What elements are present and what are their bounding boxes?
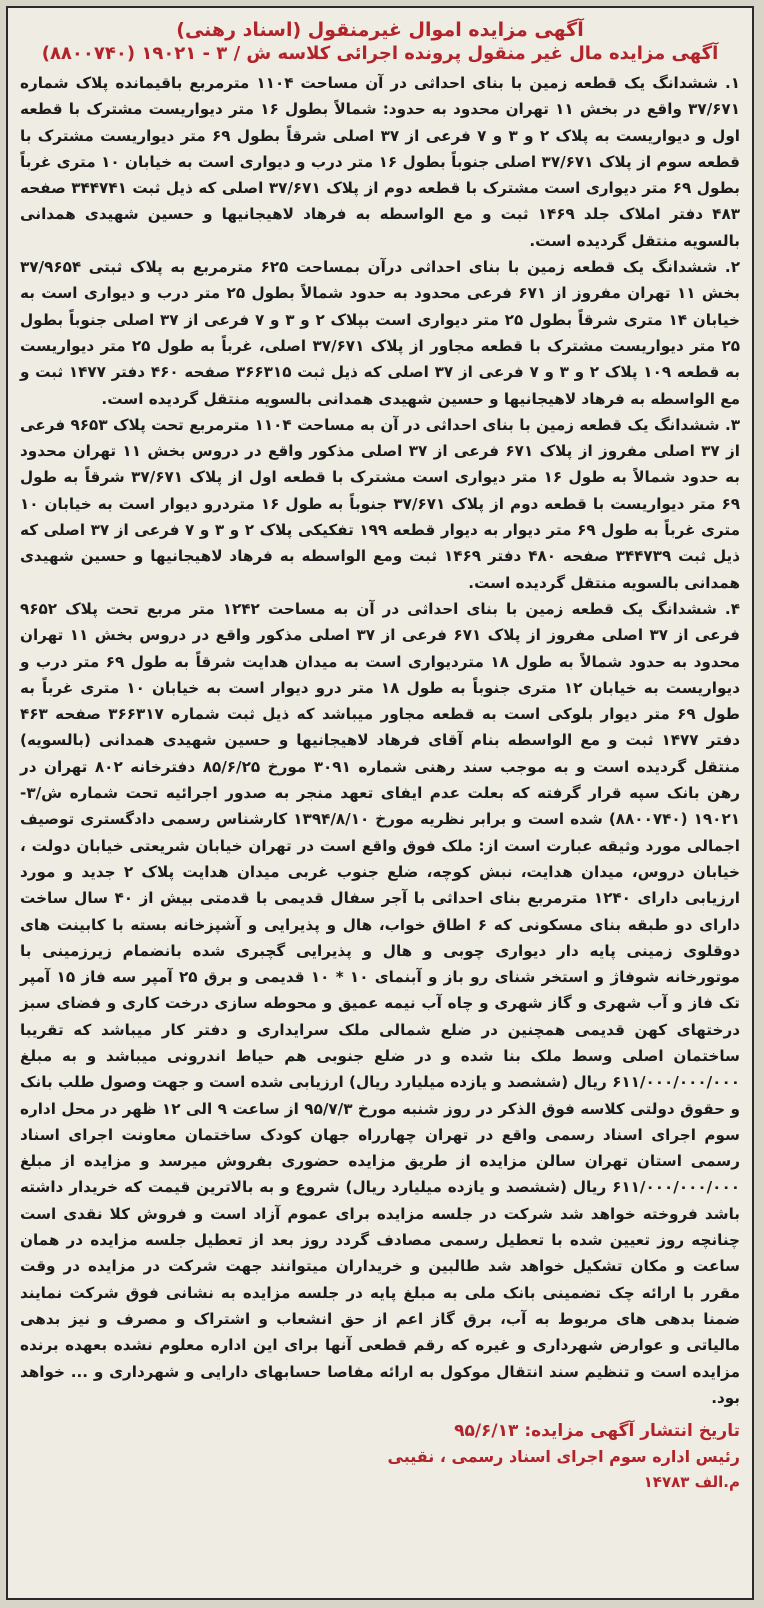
notice-title: آگهی مزایده اموال غیرمنقول (اسناد رهنی) [176, 19, 584, 41]
reference-number: م.الف ۱۴۷۸۳ [643, 1473, 740, 1492]
auction-notice [6, 6, 754, 1600]
notice-subtitle: آگهی مزایده مال غیر منقول پرونده اجرائی کلاسه ش / ۳ - ۱۹۰۲۱ (۸۸۰۰۷۴۰) [41, 43, 719, 64]
property-item-3: ۳. ششدانگ یک قطعه زمین با بنای احداثی در آن به مساحت ۱۱۰۴ مترمربع تحت پلاک ۹۶۵۳ فرعی از ۳۷ اصلی مفروز از پلاک ۶۷۱ فرعی از ۳۷ اصلی مذکور واقع در دروس بخش ۱۱ تهران محدود به حدود شمالاً به طول ۱۶ متر دیواری است مشترک با قطعه اول از پلاک ۳۷/۶۷۱ شرقاً به طول ۶۹ متر دیواریست با قطعه دوم از پلاک ۳۷/۶۷۱ جنوباً به طول ۱۶ متردرو دیوار است به خیابان ۱۰ متری غرباً به طول ۶۹ متر دیوار به دیوار قطعه ۱۹۹ تفکیکی پلاک ۲ و ۳ و ۷ فرعی از ۳۷ اصلی که ذیل ثبت ۳۴۴۷۳۹ صفحه ۴۸۰ دفتر ۱۴۶۹ ثبت ومع الواسطه به فرهاد لاهیجانیها و حسین شهیدی همدانی بالسویه منتقل گردیده است. [20, 415, 741, 592]
publication-date: تاریخ انتشار آگهی مزایده: ۹۵/۶/۱۳ [454, 1421, 740, 1442]
property-item-1: ۱. ششدانگ یک قطعه زمین با بنای احداثی در آن مساحت ۱۱۰۴ مترمربع باقیمانده پلاک شماره ۳۷/۶۷۱ واقع در بخش ۱۱ تهران محدود به حدود: شمالاً بطول ۱۶ متر دیواریست مشترک با قطعه اول و دیواریست به پلاک ۲ و ۳ و ۷ فرعی از ۳۷ اصلی شرقاً بطول ۶۹ متر دیواریست مشترک با قطعه سوم از پلاک ۳۷/۶۷۱ اصلی جنوباً بطول ۱۶ متر درب و دیواری است به خیابان ۱۰ متری غرباً بطول ۶۹ متر دیواری است مشترک با قطعه دوم از پلاک ۳۷/۶۷۱ اصلی که ذیل ثبت ۳۴۴۷۴۱ صفحه ۴۸۳ دفتر املاک جلد ۱۴۶۹ ثبت و مع الواسطه به فرهاد لاهیجانیها و حسین شهیدی همدانی بالسویه منتقل گردیده است. [20, 74, 741, 250]
signer: رئیس اداره سوم اجرای اسناد رسمی ، نقیبی [387, 1447, 740, 1467]
property-item-4: ۴. ششدانگ یک قطعه زمین با بنای احداثی در آن به مساحت ۱۲۴۲ متر مربع تحت پلاک ۹۶۵۲ فرعی از ۳۷ اصلی مفروز از پلاک ۶۷۱ فرعی از ۳۷ اصلی مذکور واقع در دروس بخش ۱۱ تهران محدود به حدود شمالاً به طول ۱۸ متردیواری است به میدان هدایت شرقاً به طول ۶۹ متر درب و دیواریست به خیابان ۱۲ متری جنوباً به طول ۱۸ متر درو دیوار است به خیابان ۱۰ متری غرباً به طول ۶۹ متر دیوار بلوکی است به قطعه مجاور میباشد که ذیل ثبت شماره ۳۶۶۳۱۷ صفحه ۴۶۳ دفتر ۱۴۷۷ ثبت و مع الواسطه بنام آقای فرهاد لاهیجانیها و حسین شهیدی همدانی (بالسویه) منتقل گردیده است و به موجب سند رهنی شماره ۳۰۹۱ مورخ ۸۵/۶/۲۵ دفترخانه ۸۰۲ تهران در رهن بانک سپه قرار گرفته که بعلت عدم ایفای تعهد منجر به صدور اجرائیه تحت شماره ش/۳- ۱۹۰۲۱ (۸۸۰۰۷۴۰) شده است و برابر نظریه مورخ ۱۳۹۴/۸/۱۰ کارشناس رسمی دادگستری توصیف اجمالی مورد وثیقه عبارت است از: ملک فوق واقع است در تهران خیابان شریعتی خیابان دولت ، خیابان دروس، میدان هدایت، نبش کوچه، ضلع جنوب غربی میدان هدایت پلاک ۲ جدید و مورد ارزیابی دارای ۱۲۴۰ مترمربع بنای احداثی با آجر سفال قدیمی با قدمتی بیش از ۴۰ سال ساخت دارای دو طبقه بنای مسکونی که ۶ اطاق خواب، هال و پذیرایی و آشپزخانه بسته با کابینت های دوقلوی زمینی پایه دار دیواری چوبی و هال و پذیرایی گچبری شده بانضمام زیرزمینی با موتورخانه شوفاژ و استخر شنای رو باز و آبنمای ۱۰ * ۱۰ قدیمی و برق ۲۵ آمپر سه فاز ۱۵ آمپر تک فاز و آب شهری و گاز شهری و چاه آب نیمه عمیق و محوطه سازی درخت کاری و فضای سبز درختهای کهن قدیمی همچنین در ضلع شمالی ملک سرایداری و دفتر کار میباشد که تقریبا ساختمان اصلی وسط ملک بنا شده و در ضلع جنوبی هم حیاط اندرونی میباشد و به مبلغ ۶۱۱/۰۰۰/۰۰۰/۰۰۰ ریال (ششصد و یازده میلیارد ریال) ارزیابی شده است و جهت وصول طلب بانک و حقوق دولتی کلاسه فوق الذکر در روز شنبه مورخ ۹۵/۷/۳ از ساعت ۹ الی ۱۲ ظهر در محل اداره سوم اجرای اسناد رسمی واقع در تهران چهارراه جهان کودک ساختمان معاونت اجرای اسناد رسمی استان تهران سالن مزایده از طریق مزایده حضوری بفروش میرسد و مزایده از مبلغ ۶۱۱/۰۰۰/۰۰۰/۰۰۰ ریال (ششصد و یازده میلیارد ریال) شروع و به بالاترین قیمت که خریدار داشته باشد فروخته خواهد شد شرکت در جلسه مزایده برای عموم آزاد است و فروش کلا نقدی است چنانچه روز تعیین شده با تعطیل رسمی مصادف گردد روز بعد از تعطیل جلسه مزایده در همان ساعت و مکان تشکیل خواهد شد طالبین و خریداران میتوانند جهت شرکت در مزایده در وقت مقرر با ارائه چک تضمینی بانک ملی به مبلغ پایه در جلسه مزایده به نشانی فوق شرکت نمایند ضمنا بدهی های مربوط به آب، برق گاز اعم از حق انشعاب و اشتراک و مصرف و نیز بدهی مالیاتی و عوارض شهرداری و غیره که رقم قطعی آنها برای این اداره معلوم نشده بعهده برنده مزایده است و تنظیم سند انتقال موکول به ارائه مفاصا حسابهای دارایی و شهرداری و ... خواهد بود. [20, 599, 741, 1407]
notice-footer [20, 1419, 740, 1494]
property-item-2: ۲. ششدانگ یک قطعه زمین با بنای احداثی درآن بمساحت ۶۲۵ مترمربع به پلاک ثبتی ۳۷/۹۶۵۴ بخش ۱۱ تهران مفروز از ۶۷۱ فرعی محدود به حدود شمالاً بطول ۲۵ متر درب و دیواری است به خیابان ۱۴ متری شرقاً بطول ۲۵ متر دیواری است بپلاک ۲ و ۳ و ۷ فرعی از ۳۷ اصلی جنوباً بطول ۲۵ متر دیواریست مشترک با قطعه مجاور از پلاک ۳۷/۶۷۱ اصلی، غرباً به طول ۲۵ متر دیواریست به قطعه ۱۰۹ پلاک ۲ و ۳ و ۷ فرعی از ۳۷ اصلی که ذیل ثبت ۳۶۶۳۱۵ صفحه ۴۶۰ دفتر ۱۴۷۷ ثبت و مع الواسطه به فرهاد لاهیجانیها و حسین شهیدی همدانی بالسویه منتقل گردیده است. [20, 258, 740, 408]
